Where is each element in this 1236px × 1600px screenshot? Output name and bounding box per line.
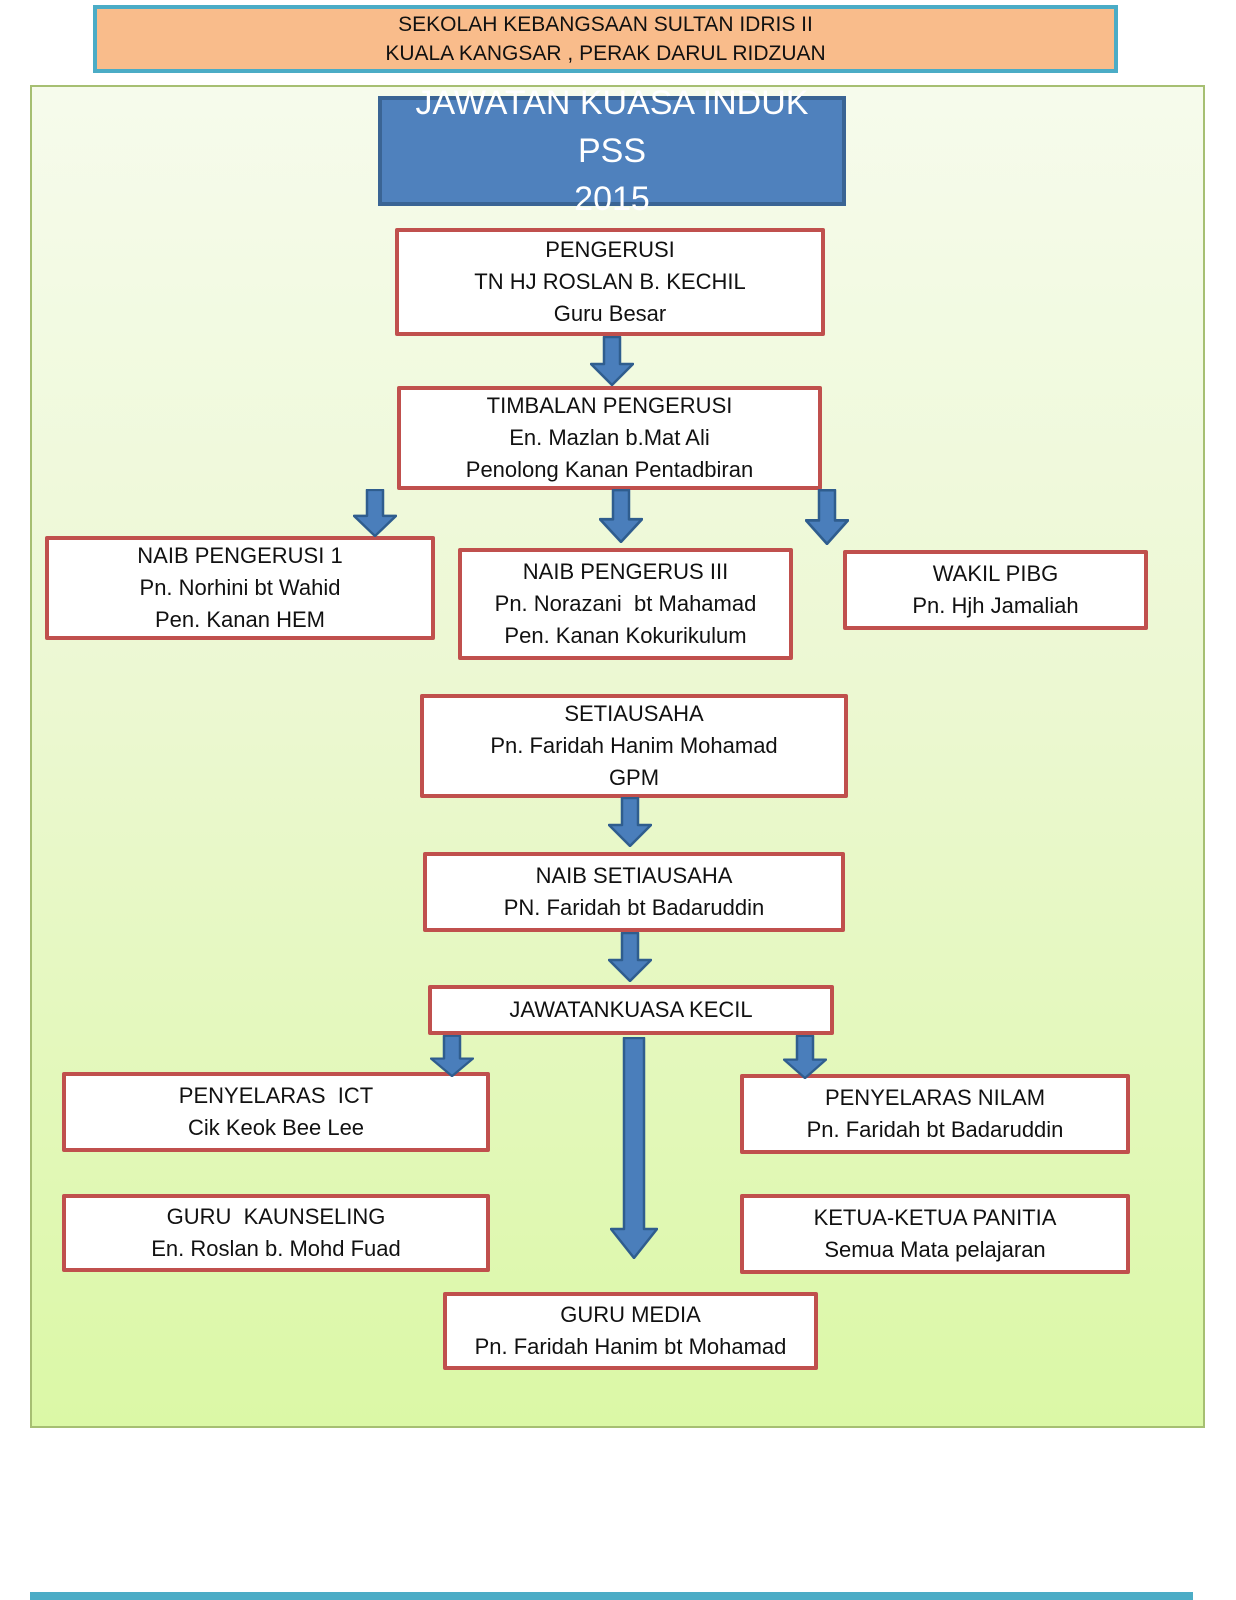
node-person: Pn. Faridah Hanim bt Mohamad: [474, 1334, 787, 1359]
node-role: GURU KAUNSELING: [166, 1204, 386, 1229]
node-guru-kaunseling: [62, 1194, 490, 1272]
down-arrow-naib-setiausaha-to-jawatankuasa: [608, 932, 652, 982]
node-person: Pn. Hjh Jamaliah: [912, 593, 1079, 618]
node-post: Pen. Kanan Kokurikulum: [504, 623, 747, 648]
node-person: Pn. Faridah Hanim Mohamad: [490, 733, 778, 758]
down-arrow-timbalan-to-naib3: [599, 489, 643, 543]
node-person: En. Roslan b. Mohd Fuad: [151, 1236, 401, 1261]
chart-title-year: 2015: [574, 180, 650, 218]
node-guru-media: [443, 1292, 818, 1370]
node-role: GURU MEDIA: [560, 1302, 701, 1327]
node-role: PENYELARAS ICT: [178, 1083, 374, 1108]
down-arrow-jawatankuasa-to-ict: [430, 1035, 474, 1077]
down-arrow-timbalan-to-naib1: [353, 489, 397, 537]
node-person: En. Mazlan b.Mat Ali: [509, 425, 710, 450]
node-role: PENGERUSI: [545, 237, 675, 262]
node-penyelaras-nilam: [740, 1074, 1130, 1154]
node-person: Cik Keok Bee Lee: [187, 1115, 365, 1140]
node-naib-pengerusi-1: [45, 536, 435, 640]
school-name: SEKOLAH KEBANGSAAN SULTAN IDRIS II: [398, 13, 813, 36]
node-post: Guru Besar: [553, 301, 667, 326]
node-post: GPM: [608, 765, 660, 790]
node-role: SETIAUSAHA: [564, 701, 704, 726]
down-arrow-setiausaha-to-naib-setiausaha: [608, 797, 652, 847]
node-role: NAIB PENGERUSI 1: [137, 543, 343, 568]
chart-title-box: [378, 84, 846, 218]
node-person: Pn. Norhini bt Wahid: [139, 575, 341, 600]
node-jawatankuasa-kecil: [428, 985, 834, 1035]
node-role: NAIB SETIAUSAHA: [535, 863, 733, 888]
node-post: Penolong Kanan Pentadbiran: [465, 457, 754, 482]
node-role: TIMBALAN PENGERUSI: [486, 393, 733, 418]
node-role: KETUA-KETUA PANITIA: [813, 1205, 1057, 1230]
node-wakil-pibg: [843, 550, 1148, 630]
node-role: PENYELARAS NILAM: [824, 1085, 1046, 1110]
node-person: Semua Mata pelajaran: [824, 1237, 1046, 1262]
node-naib-pengerusi-3: [458, 548, 793, 660]
node-pengerusi: [395, 228, 825, 336]
node-role: JAWATANKUASA KECIL: [509, 997, 753, 1022]
down-arrow-timbalan-to-wakil-pibg: [805, 489, 849, 545]
down-arrow-jawatankuasa-to-guru-media: [610, 1037, 658, 1259]
node-person: Pn. Norazani bt Mahamad: [494, 591, 757, 616]
node-person: PN. Faridah bt Badaruddin: [503, 895, 765, 920]
school-location: KUALA KANGSAR , PERAK DARUL RIDZUAN: [385, 42, 826, 65]
node-post: Pen. Kanan HEM: [155, 607, 325, 632]
down-arrow-pengerusi-to-timbalan: [590, 336, 634, 386]
next-page-edge: [30, 1592, 1193, 1600]
node-role: NAIB PENGERUS III: [522, 559, 729, 584]
node-timbalan-pengerusi: [397, 386, 822, 490]
down-arrow-jawatankuasa-to-nilam: [783, 1035, 827, 1079]
node-ketua-ketua-panitia: [740, 1194, 1130, 1274]
node-naib-setiausaha: [423, 852, 845, 932]
node-person: TN HJ ROSLAN B. KECHIL: [474, 269, 746, 294]
node-person: Pn. Faridah bt Badaruddin: [806, 1117, 1064, 1142]
chart-title: JAWATAN KUASA INDUK PSS: [415, 84, 818, 170]
school-header-box: [93, 5, 1118, 73]
node-penyelaras-ict: [62, 1072, 490, 1152]
node-setiausaha: [420, 694, 848, 798]
node-role: WAKIL PIBG: [932, 561, 1059, 586]
